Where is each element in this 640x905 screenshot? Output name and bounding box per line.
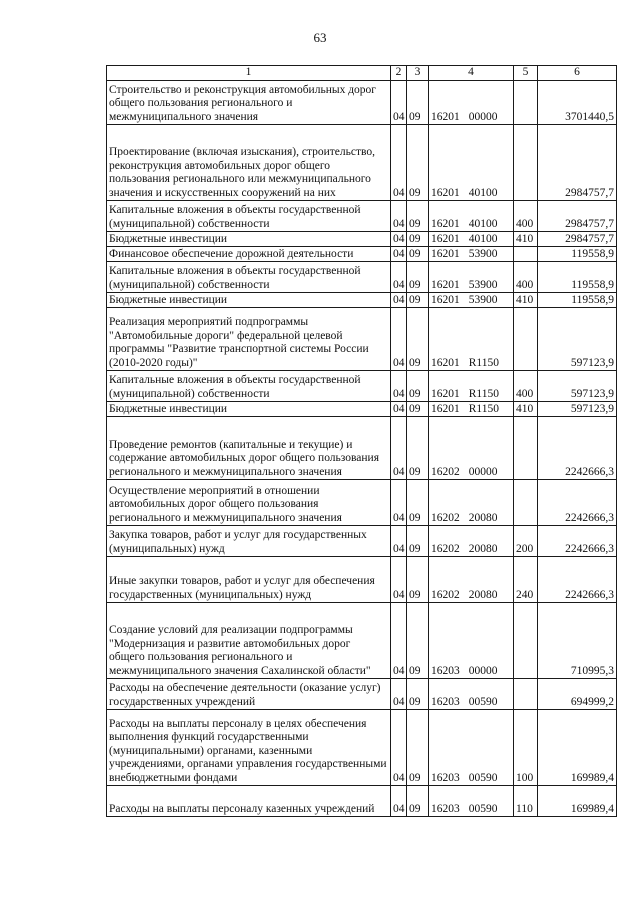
row-code	[429, 480, 514, 526]
row-section: 04	[391, 710, 407, 786]
row-expense-type	[514, 417, 538, 480]
column-header: 3	[407, 66, 429, 81]
table-row	[107, 371, 617, 402]
row-section: 04	[391, 417, 407, 480]
row-expense-type	[514, 679, 538, 710]
row-code-program: 16203	[431, 664, 460, 677]
row-expense-type	[514, 308, 538, 371]
row-name: Создание условий для реализации подпрограммы "Модернизация и развитие автомобильных дорог общего пользования регионального и межмуниципального значения Сахалинской области"	[107, 603, 391, 679]
row-expense-type: 240	[514, 557, 538, 603]
table-row	[107, 308, 617, 371]
row-subsection: 09	[407, 402, 429, 417]
row-code-direction: 40100	[468, 232, 498, 245]
row-expense-type: 100	[514, 710, 538, 786]
row-subsection: 09	[407, 679, 429, 710]
row-subsection: 09	[407, 786, 429, 817]
row-code-program: 16202	[431, 588, 460, 601]
row-name: Строительство и реконструкция автомобильных дорог общего пользования регионального и межмуниципального значения	[107, 81, 391, 125]
row-code-program: 16201	[431, 402, 460, 415]
row-code	[429, 81, 514, 125]
row-subsection: 09	[407, 480, 429, 526]
table-row	[107, 603, 617, 679]
row-subsection: 09	[407, 710, 429, 786]
row-code-direction: 53900	[468, 293, 498, 306]
row-name: Расходы на выплаты персоналу в целях обеспечения выполнения функций государственными (муниципальными) органами, казенными учреждениями, органами управления государственными внебюджетными фондами	[107, 710, 391, 786]
table-row	[107, 293, 617, 308]
row-code-direction: 00000	[468, 465, 498, 478]
row-expense-type: 400	[514, 201, 538, 232]
row-code	[429, 308, 514, 371]
row-code	[429, 125, 514, 201]
row-amount: 597123,9	[538, 402, 617, 417]
row-amount: 119558,9	[538, 247, 617, 262]
row-expense-type: 400	[514, 371, 538, 402]
row-subsection: 09	[407, 125, 429, 201]
row-code-program: 16201	[431, 387, 460, 400]
row-expense-type: 410	[514, 402, 538, 417]
row-name: Бюджетные инвестиции	[107, 293, 391, 308]
row-expense-type	[514, 480, 538, 526]
row-section: 04	[391, 557, 407, 603]
row-expense-type: 110	[514, 786, 538, 817]
row-subsection: 09	[407, 371, 429, 402]
row-section: 04	[391, 293, 407, 308]
row-name: Проектирование (включая изыскания), строительство, реконструкция автомобильных дорог общего пользования регионального или межмуниципального значения и искусственных сооружений на них	[107, 125, 391, 201]
row-section: 04	[391, 402, 407, 417]
row-section: 04	[391, 371, 407, 402]
table-row	[107, 247, 617, 262]
row-section: 04	[391, 603, 407, 679]
row-name: Реализация мероприятий подпрограммы "Автомобильные дороги" федеральной целевой программы "Развитие транспортной системы России (2010-2020 годы)"	[107, 308, 391, 371]
row-code	[429, 786, 514, 817]
row-section: 04	[391, 262, 407, 293]
table-row	[107, 232, 617, 247]
table-row	[107, 417, 617, 480]
table-row	[107, 480, 617, 526]
table-row	[107, 81, 617, 125]
row-amount: 2984757,7	[538, 125, 617, 201]
table-row	[107, 125, 617, 201]
row-name: Осуществление мероприятий в отношении автомобильных дорог общего пользования регионального и межмуниципального значения	[107, 480, 391, 526]
row-name: Иные закупки товаров, работ и услуг для обеспечения государственных (муниципальных) нужд	[107, 557, 391, 603]
row-amount: 119558,9	[538, 293, 617, 308]
row-code	[429, 247, 514, 262]
row-code-direction: 53900	[468, 278, 498, 291]
row-subsection: 09	[407, 262, 429, 293]
row-expense-type: 200	[514, 526, 538, 557]
row-code	[429, 417, 514, 480]
row-name: Финансовое обеспечение дорожной деятельности	[107, 247, 391, 262]
row-code-direction: R1150	[468, 387, 499, 400]
row-amount: 597123,9	[538, 371, 617, 402]
row-code	[429, 201, 514, 232]
row-code	[429, 526, 514, 557]
table-row	[107, 710, 617, 786]
row-code-program: 16202	[431, 511, 460, 524]
row-name: Бюджетные инвестиции	[107, 402, 391, 417]
row-code-program: 16201	[431, 186, 460, 199]
row-amount: 3701440,5	[538, 81, 617, 125]
row-expense-type	[514, 247, 538, 262]
row-section: 04	[391, 247, 407, 262]
row-section: 04	[391, 480, 407, 526]
row-code-direction: 53900	[468, 247, 498, 260]
row-code-direction: 00590	[468, 695, 498, 708]
page-number: 63	[313, 30, 327, 45]
row-code-direction: 00000	[468, 110, 498, 123]
row-amount: 2242666,3	[538, 480, 617, 526]
row-code	[429, 603, 514, 679]
column-header: 1	[107, 66, 391, 81]
row-subsection: 09	[407, 247, 429, 262]
row-code	[429, 262, 514, 293]
table-row	[107, 679, 617, 710]
row-code-program: 16201	[431, 232, 460, 245]
row-amount: 597123,9	[538, 308, 617, 371]
row-subsection: 09	[407, 417, 429, 480]
table-row	[107, 557, 617, 603]
table-row	[107, 402, 617, 417]
row-amount: 169989,4	[538, 786, 617, 817]
row-code-direction: R1150	[468, 402, 499, 415]
table-row	[107, 786, 617, 817]
row-code-direction: 00590	[468, 802, 498, 815]
row-section: 04	[391, 679, 407, 710]
row-subsection: 09	[407, 557, 429, 603]
row-section: 04	[391, 786, 407, 817]
row-code	[429, 679, 514, 710]
row-amount: 119558,9	[538, 262, 617, 293]
row-subsection: 09	[407, 526, 429, 557]
row-amount: 694999,2	[538, 679, 617, 710]
row-code-direction: 20080	[468, 542, 498, 555]
row-code-program: 16203	[431, 695, 460, 708]
row-expense-type	[514, 125, 538, 201]
row-code-program: 16203	[431, 802, 460, 815]
row-code-program: 16201	[431, 247, 460, 260]
row-section: 04	[391, 232, 407, 247]
row-amount: 2242666,3	[538, 417, 617, 480]
table-body	[107, 81, 617, 817]
row-name: Закупка товаров, работ и услуг для государственных (муниципальных) нужд	[107, 526, 391, 557]
row-name: Капитальные вложения в объекты государственной (муниципальной) собственности	[107, 201, 391, 232]
row-code-direction: R1150	[468, 356, 499, 369]
row-code	[429, 557, 514, 603]
table-row	[107, 262, 617, 293]
column-header: 4	[429, 66, 514, 81]
row-section: 04	[391, 526, 407, 557]
table-row	[107, 526, 617, 557]
row-subsection: 09	[407, 293, 429, 308]
row-code-direction: 20080	[468, 511, 498, 524]
row-expense-type	[514, 81, 538, 125]
row-name: Расходы на обеспечение деятельности (оказание услуг) государственных учреждений	[107, 679, 391, 710]
row-code-program: 16202	[431, 465, 460, 478]
table-row	[107, 201, 617, 232]
row-section: 04	[391, 125, 407, 201]
row-subsection: 09	[407, 308, 429, 371]
row-code	[429, 402, 514, 417]
row-name: Бюджетные инвестиции	[107, 232, 391, 247]
row-expense-type	[514, 603, 538, 679]
row-code-direction: 00000	[468, 664, 498, 677]
row-section: 04	[391, 201, 407, 232]
row-amount: 2242666,3	[538, 557, 617, 603]
row-code-direction: 40100	[468, 217, 498, 230]
row-expense-type: 410	[514, 232, 538, 247]
row-amount: 710995,3	[538, 603, 617, 679]
row-amount: 2984757,7	[538, 201, 617, 232]
row-code-direction: 40100	[468, 186, 498, 199]
row-code	[429, 371, 514, 402]
row-amount: 169989,4	[538, 710, 617, 786]
row-subsection: 09	[407, 603, 429, 679]
row-section: 04	[391, 81, 407, 125]
row-code-program: 16201	[431, 293, 460, 306]
row-code-program: 16201	[431, 110, 460, 123]
header-row	[107, 66, 617, 81]
column-header: 6	[538, 66, 617, 81]
row-code-program: 16203	[431, 771, 460, 784]
row-subsection: 09	[407, 232, 429, 247]
row-amount: 2242666,3	[538, 526, 617, 557]
column-header: 5	[514, 66, 538, 81]
row-expense-type: 410	[514, 293, 538, 308]
row-amount: 2984757,7	[538, 232, 617, 247]
row-name: Капитальные вложения в объекты государственной (муниципальной) собственности	[107, 262, 391, 293]
row-code	[429, 710, 514, 786]
row-code-program: 16201	[431, 278, 460, 291]
row-code-direction: 20080	[468, 588, 498, 601]
row-name: Расходы на выплаты персоналу казенных учреждений	[107, 786, 391, 817]
row-section: 04	[391, 308, 407, 371]
row-code	[429, 293, 514, 308]
budget-table	[106, 65, 617, 817]
row-code-program: 16202	[431, 542, 460, 555]
row-name: Проведение ремонтов (капитальные и текущие) и содержание автомобильных дорог общего пользования регионального и межмуниципального значения	[107, 417, 391, 480]
row-subsection: 09	[407, 201, 429, 232]
row-code-program: 16201	[431, 217, 460, 230]
row-code	[429, 232, 514, 247]
column-header: 2	[391, 66, 407, 81]
row-name: Капитальные вложения в объекты государственной (муниципальной) собственности	[107, 371, 391, 402]
row-subsection: 09	[407, 81, 429, 125]
row-code-direction: 00590	[468, 771, 498, 784]
row-expense-type: 400	[514, 262, 538, 293]
row-code-program: 16201	[431, 356, 460, 369]
